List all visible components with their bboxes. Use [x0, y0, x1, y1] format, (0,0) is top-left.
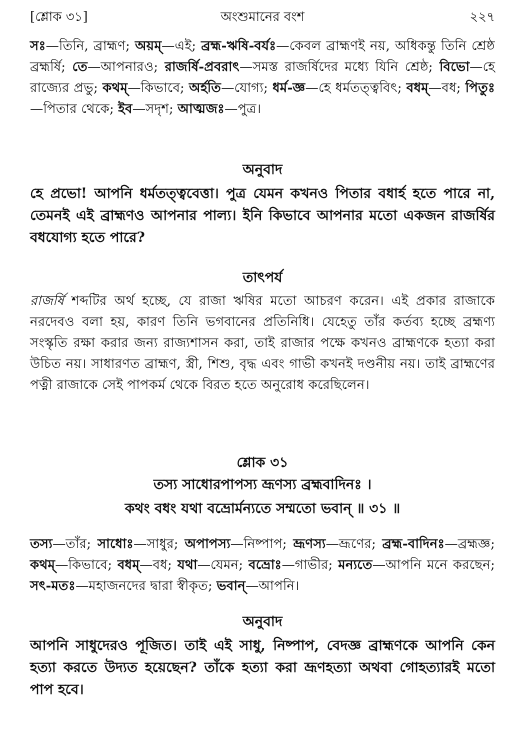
- synonym-meaning: —সাধুর;: [133, 537, 185, 552]
- purport-body: শব্দটির অর্থ হচ্ছে, যে রাজা ঋষির মতো আচরণ করেন। এই প্রকার রাজাকে নরদেবও বলা হয়, কারণ তিনি ভগবানের প্রতিনিধি। যেহেতু তাঁর কর্তব্য হচ্ছে ব্রহ্মণ্য সংস্কৃতি রক্ষা করার জন্য রাজ্যশাসন করা, তাই রাজার পক্ষে কখনও ব্রাহ্মণকে হত্যা করা উচিত নয়। সাধারণত ব্রাহ্মণ, স্ত্রী, শিশু, বৃদ্ধ এবং গাভী কখনই দণ্ডনীয় নয়। তাই ব্রাহ্মণের পত্নী রাজাকে সেই পাপকর্ম থেকে বিরত হতে অনুরোধ করেছিলেন।: [30, 294, 495, 393]
- synonyms-block-30: [30, 36, 495, 120]
- page-number: ২২৭: [469, 10, 495, 25]
- synonyms-paragraph: [30, 36, 495, 120]
- synonym-word: সঃ: [30, 39, 46, 54]
- synonym-meaning: —কিভাবে;: [55, 558, 118, 573]
- synonyms-block-31: [30, 534, 495, 597]
- synonym-word: আত্মজঃ: [177, 102, 225, 117]
- synonym-word: তে: [72, 60, 88, 75]
- synonym-word: মন্যতে: [338, 558, 373, 573]
- synonym-meaning: —আপনারও;: [87, 60, 165, 75]
- synonym-meaning: —ভ্রূণের;: [325, 537, 383, 552]
- synonym-word: অপাপস্য: [184, 537, 231, 552]
- translation-block-31: [30, 635, 495, 701]
- purport-italic-word: রাজর্ষি: [30, 294, 64, 309]
- verse-reference: [শ্লোক ৩১]: [30, 10, 88, 25]
- purport-heading: তাৎপর্য: [242, 270, 283, 286]
- synonym-meaning: —কিভাবে;: [127, 81, 190, 96]
- synonym-meaning: —মহাজনদের দ্বারা স্বীকৃত;: [75, 579, 217, 594]
- synonym-word: ভ্রূণস্য: [293, 537, 326, 552]
- synonym-word: যথা: [177, 558, 198, 573]
- synonym-meaning: —হে ধর্মতত্ত্ববিৎ;: [305, 81, 407, 96]
- synonym-word: ব্রহ্ম-বাদিনঃ: [382, 537, 445, 552]
- synonym-meaning: —সদৃশ;: [132, 102, 178, 117]
- synonym-word: বধম্: [406, 81, 429, 96]
- translation-text-31: আপনি সাধুদেরও পূজিত। তাই এই সাধু, নিষ্পাপ, বেদজ্ঞ ব্রাহ্মণকে আপনি কেন হত্যা করতে উদ্যত হয়েছেন? তাঁকে হত্যা করা ভ্রূণহত্যা অথবা গোহত্যারই মতো পাপ হবে।: [30, 638, 495, 698]
- synonym-word: বভ্রোঃ: [248, 558, 282, 573]
- synonym-word: ইব: [118, 102, 133, 117]
- synonym-word: বিভো: [439, 60, 470, 75]
- synonym-word: পিতুঃ: [465, 81, 495, 96]
- synonyms-paragraph: [30, 534, 495, 597]
- synonym-word: সাধোঃ: [97, 537, 134, 552]
- synonym-meaning: —যোগ্য;: [221, 81, 273, 96]
- synonym-meaning: —যেমন;: [197, 558, 249, 573]
- translation-text: হে প্রভো! আপনি ধর্মতত্ত্ববেত্তা। পুত্র যেমন কখনও পিতার বধার্হ হতে পারে না, তেমনই এই ব্রাহ্মণও আপনার পাল্য। ইনি কিভাবে আপনার মতো একজন রাজর্ষির বধযোগ্য হতে পারে?: [30, 186, 495, 246]
- synonym-meaning: —হে রাজ্যের প্রভু;: [30, 60, 496, 96]
- synonym-meaning: —তাঁর;: [52, 537, 98, 552]
- synonym-word: অয়ম্: [135, 39, 162, 54]
- synonym-meaning: —কেবল ব্রাহ্মণই নয়, অধিকন্তু তিনি শ্রেষ্ঠ ব্রহ্মর্ষি;: [30, 39, 495, 75]
- synonym-meaning: —নিষ্পাপ;: [230, 537, 294, 552]
- synonym-word: ধর্ম-জ্ঞ: [272, 81, 306, 96]
- translation-heading-31: অনুবাদ: [242, 614, 283, 630]
- synonym-meaning: —এই;: [161, 39, 202, 54]
- synonym-meaning: —ব্রহ্মজ্ঞ;: [444, 537, 495, 552]
- synonym-meaning: —আপনি।: [245, 579, 300, 594]
- synonym-meaning: —গাভীর;: [281, 558, 339, 573]
- synonym-meaning: —সমস্ত রাজর্ষিদের মধ্যে যিনি শ্রেষ্ঠ;: [239, 60, 440, 75]
- synonym-meaning: —পিতার থেকে;: [30, 102, 119, 117]
- synonym-word: ভবান্: [216, 579, 246, 594]
- synonym-word: ব্রহ্ম-ঋষি-বর্যঃ: [201, 39, 277, 54]
- synonym-word: কথম্: [30, 558, 56, 573]
- verse-line-1: তস্য সাধোরপাপস্য ভ্রূণস্য ব্রহ্মবাদিনঃ ।: [153, 477, 372, 493]
- synonym-meaning: —বধ;: [428, 81, 466, 96]
- synonym-word: কথম্: [102, 81, 128, 96]
- synonym-meaning: —বধ;: [139, 558, 178, 573]
- synonym-word: সৎ-মতঃ: [30, 579, 76, 594]
- synonym-meaning: —আপনি মনে করছেন;: [372, 558, 495, 573]
- translation-block-30: [30, 183, 495, 249]
- page-header: [30, 8, 495, 30]
- synonym-word: অর্হতি: [189, 81, 222, 96]
- purport-text: [30, 291, 495, 396]
- synonym-word: তস্য: [30, 537, 53, 552]
- synonym-meaning: —পুত্র।: [224, 102, 262, 117]
- verse-line-2: কথং বধং যথা বভ্রোর্মন্যতে সম্মতো ভবান্ ॥ ৩১ ॥: [124, 501, 401, 517]
- synonym-word: রাজর্ষি-প্রবরাৎ: [164, 60, 240, 75]
- chapter-title: অংশুমানের বংশ: [220, 10, 305, 25]
- translation-heading: অনুবাদ: [242, 162, 283, 178]
- sloka-heading: শ্লোক ৩১: [236, 455, 289, 471]
- synonym-meaning: —তিনি, ব্রাহ্মণ;: [45, 39, 136, 54]
- synonym-word: বধম্: [117, 558, 140, 573]
- purport-block: [30, 291, 495, 396]
